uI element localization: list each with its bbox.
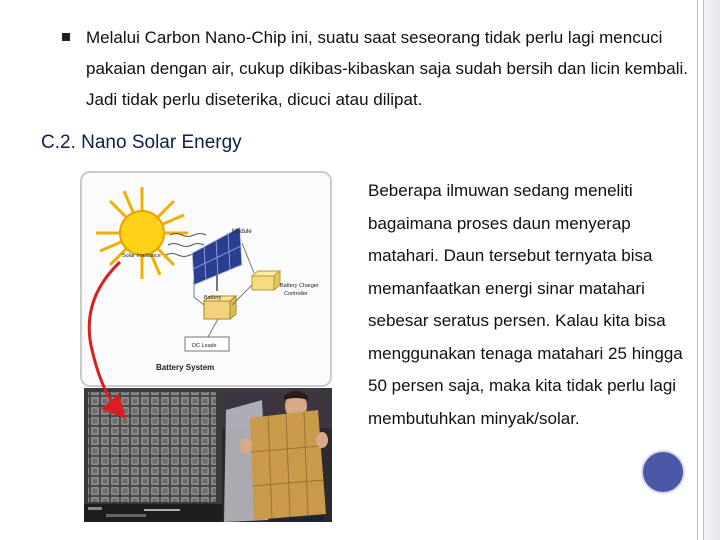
right-border-band (704, 0, 720, 540)
square-bullet-icon (62, 33, 70, 41)
solar-system-diagram (80, 171, 332, 387)
body-paragraph: Beberapa ilmuwan sedang meneliti bagaimana proses daun menyerap matahari. Daun tersebut ternyata bisa memanfaatkan energi sinar matahari sebesar seratus persen. Kalau kita bisa menggunakan tenaga matahari 25 hingga 50 persen saja, maka kita tidak perlu lagi membutuhkan minyak/solar. (368, 181, 683, 428)
section-heading: C.2. Nano Solar Energy (41, 132, 242, 153)
scientist-solar-sheet-photo (222, 388, 332, 522)
bullet-item (62, 22, 692, 115)
sun-icon (96, 187, 188, 279)
dc-loads-label: DC Loads (192, 343, 217, 349)
controller-label: Controller (284, 291, 308, 297)
solar-panel-icon (192, 227, 242, 291)
battery-label: Battery (204, 295, 222, 301)
battery-charger-label: Battery Charger (280, 283, 319, 289)
nanochip-microscope-photo (84, 388, 222, 522)
battery-system-label: Battery System (156, 363, 215, 372)
solar-irradiance-label: Solar Irradiance (122, 253, 161, 259)
module-label: Module (232, 229, 252, 235)
bullet-text: Melalui Carbon Nano-Chip ini, suatu saat seseorang tidak perlu lagi mencuci pakaian dengan air, cukup dikibas-kibaskan saja sudah bersih dan licin kembali. Jadi tidak perlu diseterika, dicuci atau dilipat. (86, 28, 688, 109)
charger-controller-icon (252, 271, 280, 290)
right-border-line (703, 0, 704, 540)
decorative-circle (641, 450, 685, 494)
